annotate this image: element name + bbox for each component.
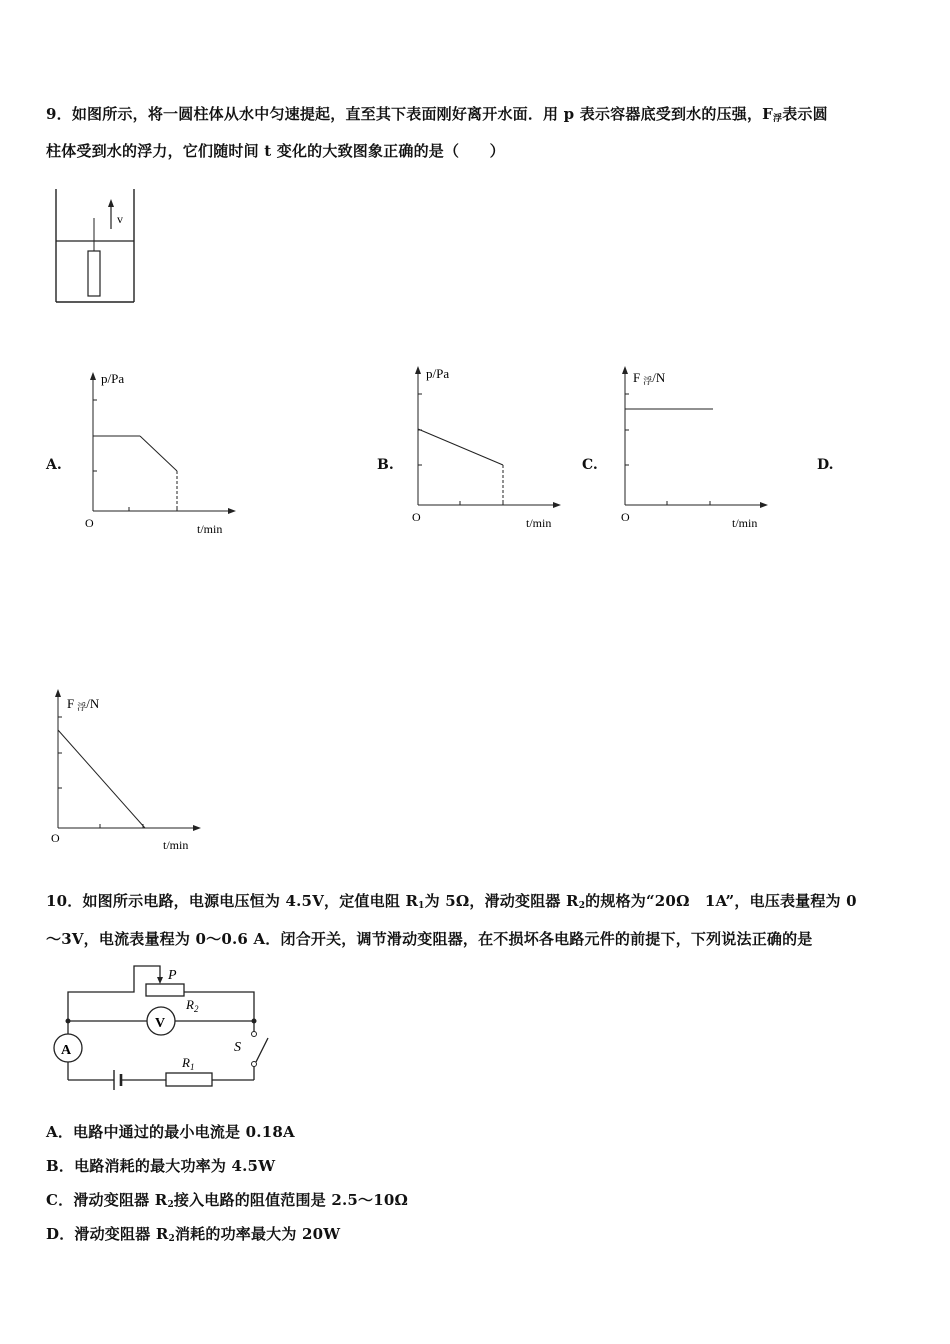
option-a-letter[interactable]: A.	[46, 457, 62, 473]
q10-line2: ～3V，电流表量程为 0～0.6 A．闭合开关，调节滑动变阻器，在不损坏各电路元件的前提下，下列说法正确的是	[46, 930, 813, 948]
graph-a	[80, 368, 240, 538]
resistor-r1	[166, 1073, 212, 1086]
origin-label: O	[621, 510, 630, 524]
y-axis-label: p/Pa	[426, 366, 450, 381]
origin-label: O	[412, 510, 421, 524]
x-axis-label: t/min	[163, 838, 189, 852]
q9-line2: 柱体受到水的浮力，它们随时间 t 变化的大致图象正确的是（ ）	[46, 142, 505, 160]
choice-c[interactable]: C．滑动变阻器 R2接入电路的阻值范围是 2.5～10Ω	[46, 1191, 409, 1210]
y-axis-label: F 浮/N	[633, 370, 666, 386]
choice-d[interactable]: D．滑动变阻器 R2消耗的功率最大为 20W	[46, 1225, 341, 1244]
slider-label: P	[168, 968, 177, 983]
origin-label: O	[51, 831, 60, 845]
x-axis-label: t/min	[197, 522, 223, 536]
origin-label: O	[85, 516, 94, 530]
switch-label: S	[234, 1040, 241, 1055]
velocity-label: v	[117, 212, 123, 226]
graph-c	[612, 362, 772, 532]
x-axis-label: t/min	[526, 516, 552, 530]
q9-line1: 9．如图所示，将一圆柱体从水中匀速提起，直至其下表面刚好离开水面．用 p 表示容器底受到水的压强，F浮表示圆	[46, 105, 828, 124]
circuit-diagram	[46, 958, 276, 1098]
q10-line1: 10．如图所示电路，电源电压恒为 4.5V，定值电阻 R1为 5Ω，滑动变阻器 R2的规格为“20Ω 1A”，电压表量程为 0	[46, 892, 857, 911]
graph-b	[405, 362, 565, 532]
voltmeter-label: V	[155, 1016, 166, 1031]
x-axis-label: t/min	[732, 516, 758, 530]
rheostat-r2	[146, 984, 184, 996]
r2-label: $R_2$	[186, 997, 199, 1014]
switch-s	[256, 1038, 268, 1062]
ammeter-label: A	[61, 1043, 72, 1058]
option-b-letter[interactable]: B.	[377, 457, 394, 473]
choice-a[interactable]: A．电路中通过的最小电流是 0.18A	[46, 1123, 295, 1141]
container-figure	[50, 185, 140, 305]
r1-label: $R_1$	[182, 1055, 195, 1072]
option-c-letter[interactable]: C.	[582, 457, 598, 473]
y-axis-label: p/Pa	[101, 371, 125, 386]
choice-b[interactable]: B．电路消耗的最大功率为 4.5W	[46, 1157, 276, 1175]
graph-d	[45, 685, 205, 855]
option-d-letter[interactable]: D.	[817, 457, 834, 473]
y-axis-label: F 浮/N	[67, 696, 100, 712]
